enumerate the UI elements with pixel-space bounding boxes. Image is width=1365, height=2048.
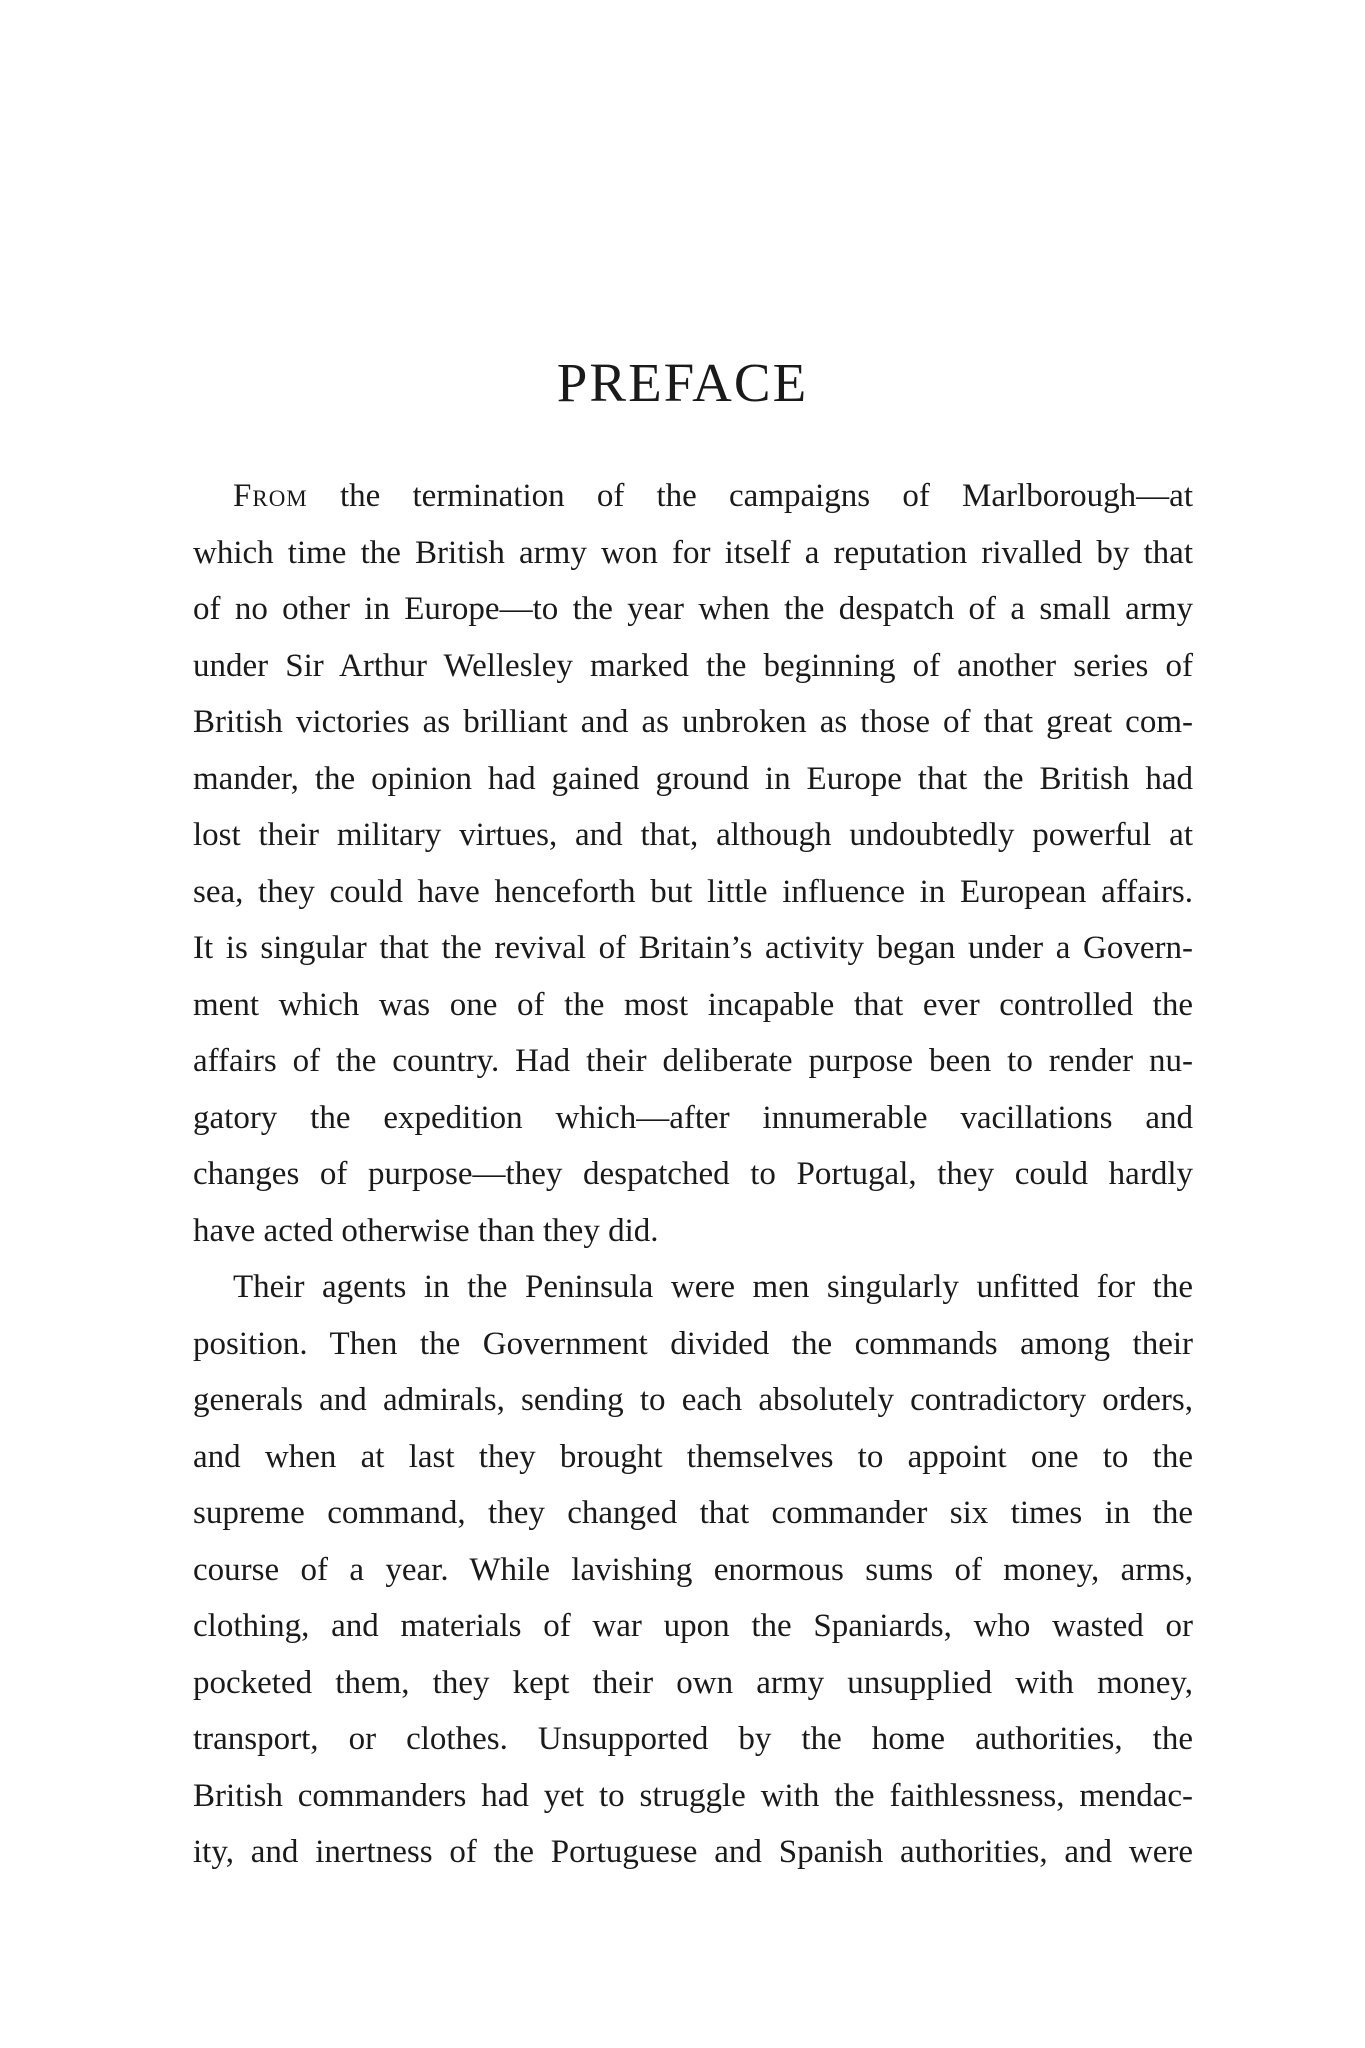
text-line: [193, 1203, 1193, 1260]
text-line: [193, 751, 1193, 808]
line-text: and when at last they brought themselves to appoint one to the: [193, 1438, 1193, 1475]
text-line: [193, 1768, 1193, 1825]
line-text: sea, they could have henceforth but little influence in European affairs.: [193, 873, 1193, 910]
text-line: [193, 1033, 1193, 1090]
line-text: changes of purpose—they despatched to Portugal, they could hardly: [193, 1156, 1193, 1192]
line-text: have acted otherwise than they did.: [193, 1212, 659, 1249]
text-line: [193, 1146, 1193, 1203]
text-line: [193, 920, 1193, 977]
line-text: pocketed them, they kept their own army unsupplied with money,: [193, 1664, 1193, 1701]
line-text: affairs of the country. Had their deliberate purpose been to render nu-: [193, 1043, 1193, 1079]
preface-body: [193, 468, 1193, 1881]
line-text: lost their military virtues, and that, although undoubtedly powerful at: [193, 817, 1193, 853]
text-line: [193, 1711, 1193, 1768]
text-line: [193, 864, 1193, 921]
line-text: transport, or clothes. Unsupported by the home authorities, the: [193, 1721, 1193, 1757]
line-text: ment which was one of the most incapable that ever controlled the: [193, 986, 1193, 1023]
text-line: [193, 1824, 1193, 1881]
line-text: gatory the expedition which—after innumerable vacillations and: [193, 1099, 1193, 1136]
line-text: British commanders had yet to struggle with the faithlessness, mendac-: [193, 1777, 1193, 1814]
line-text: of no other in Europe—to the year when the despatch of a small army: [193, 591, 1193, 627]
opening-word: From: [233, 478, 308, 514]
page-title: PREFACE: [556, 352, 809, 413]
line-text: the termination of the campaigns of Marlborough—at: [307, 478, 1193, 514]
line-text: which time the British army won for itself a reputation rivalled by that: [193, 534, 1193, 571]
text-line: [193, 525, 1193, 582]
text-line: [193, 1485, 1193, 1542]
text-line: [193, 1542, 1193, 1599]
text-line: [193, 638, 1193, 695]
text-line: [193, 1598, 1193, 1655]
text-line: [193, 1090, 1193, 1147]
text-line: [193, 807, 1193, 864]
text-line: [193, 1259, 1193, 1316]
text-line: [193, 977, 1193, 1034]
line-text: generals and admirals, sending to each absolutely contradictory orders,: [193, 1382, 1193, 1418]
text-line: [193, 1429, 1193, 1486]
line-text: clothing, and materials of war upon the Spaniards, who wasted or: [193, 1608, 1193, 1644]
line-text: course of a year. While lavishing enormous sums of money, arms,: [193, 1551, 1193, 1588]
text-line: [193, 1316, 1193, 1373]
line-text: British victories as brilliant and as unbroken as those of that great com-: [193, 704, 1193, 740]
line-text: supreme command, they changed that commander six times in the: [193, 1495, 1193, 1531]
line-text: ity, and inertness of the Portuguese and Spanish authorities, and were: [193, 1834, 1193, 1870]
text-line: [193, 581, 1193, 638]
line-text: Their agents in the Peninsula were men singularly unfitted for the: [233, 1269, 1193, 1305]
line-text: mander, the opinion had gained ground in Europe that the British had: [193, 760, 1193, 797]
text-line: [193, 468, 1193, 525]
line-text: under Sir Arthur Wellesley marked the beginning of another series of: [193, 647, 1193, 684]
text-line: [193, 1372, 1193, 1429]
text-line: [193, 694, 1193, 751]
line-text: position. Then the Government divided the commands among their: [193, 1325, 1193, 1362]
text-line: [193, 1655, 1193, 1712]
line-text: It is singular that the revival of Britain’s activity began under a Govern-: [193, 930, 1193, 966]
